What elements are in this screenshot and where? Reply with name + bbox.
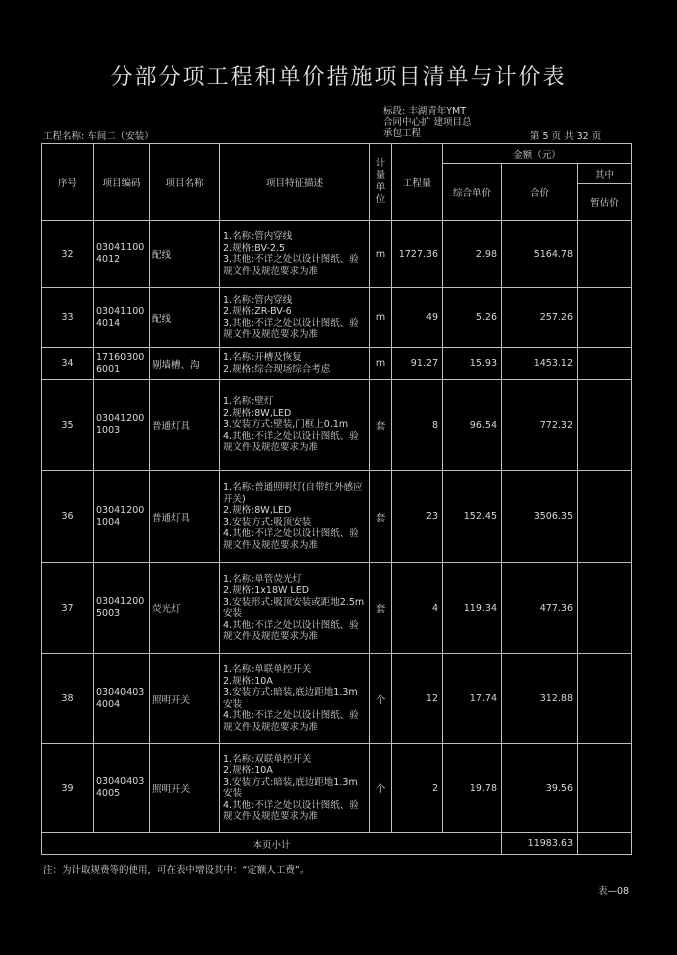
header-amount: 金额（元） [443,144,632,164]
feature-line: 3.其他:不详之处以设计图纸、验规文件及规范要求为准 [223,317,359,340]
row-name: 配线 [150,288,220,348]
row-unit-price: 152.45 [443,471,502,563]
feature-line: 3.安装形式:吸顶安装或距地2.5m安装 [223,596,365,619]
table-row [42,288,632,348]
row-unit: 套 [370,380,392,471]
table-row [42,471,632,563]
feature-line: 2.规格:8W,LED [223,505,292,516]
row-seq: 36 [42,471,94,563]
row-code: 030411004014 [94,288,150,348]
row-features [220,221,370,288]
row-total: 312.88 [502,654,578,744]
header-total: 合价 [502,164,578,221]
table-row [42,563,632,654]
feature-line: 1.名称:单管荧光灯 [223,573,302,585]
page-indicator: 第 5 页 共 32 页 [530,131,602,142]
row-quantity: 12 [392,654,443,744]
row-provisional [578,744,632,833]
feature-line: 1.名称:开槽及恢复 [223,352,302,363]
row-seq: 38 [42,654,94,744]
row-name: 普通灯具 [150,471,220,563]
subtotal-provisional [578,833,632,855]
row-code: 171603006001 [94,348,150,380]
feature-line: 2.规格:BV-2.5 [223,242,285,254]
row-features [220,380,370,471]
row-seq: 33 [42,288,94,348]
feature-line: 1.名称:管内穿线 [223,231,293,242]
header-seq: 序号 [42,144,94,221]
row-total: 5164.78 [502,221,578,288]
feature-line: 4.其他:不详之处以设计图纸、验规文件及规范要求为准 [223,528,359,551]
row-quantity: 8 [392,380,443,471]
row-name: 照明开关 [150,744,220,833]
feature-line: 3.安装方式:吸顶安装 [223,516,312,528]
feature-line: 3.其他:不详之处以设计图纸、验规文件及规范要求为准 [223,254,359,277]
row-name: 剔墙槽、沟 [150,348,220,380]
row-unit-price: 17.74 [443,654,502,744]
table-row [42,221,632,288]
row-unit-price: 19.78 [443,744,502,833]
row-provisional [578,348,632,380]
footnote: 注：为计取规费等的使用，可在表中增设其中：“定额人工费”。 [43,865,310,876]
row-quantity: 1727.36 [392,221,443,288]
annotation-line: 承包工程 [383,128,422,139]
row-code: 030412001004 [94,471,150,563]
row-total: 772.32 [502,380,578,471]
feature-line: 3.安装方式:暗装,底边距地1.3m安装 [223,776,358,799]
row-features [220,471,370,563]
annotation-block [383,106,472,139]
row-unit: 个 [370,654,392,744]
subtotal-label: 本页小计 [42,833,502,855]
row-features [220,348,370,380]
row-seq: 39 [42,744,94,833]
feature-line: 2.规格:8W,LED [223,407,292,419]
table-row [42,654,632,744]
feature-line: 3.安装方式:壁装,门框上0.1m [223,419,349,431]
row-provisional [578,288,632,348]
page-title: 分部分项工程和单价措施项目清单与计价表 [110,65,567,90]
row-name: 照明开关 [150,654,220,744]
header-unit: 计量单位 [370,144,392,221]
row-total: 477.36 [502,563,578,654]
feature-line: 4.其他:不详之处以设计图纸、验规文件及规范要求为准 [223,619,359,642]
row-quantity: 23 [392,471,443,563]
row-code: 030412005003 [94,563,150,654]
row-seq: 32 [42,221,94,288]
row-seq: 34 [42,348,94,380]
row-total: 39.56 [502,744,578,833]
row-seq: 37 [42,563,94,654]
feature-line: 4.其他:不详之处以设计图纸、验规文件及规范要求为准 [223,799,359,822]
row-quantity: 2 [392,744,443,833]
row-unit-price: 15.93 [443,348,502,380]
row-code: 030404034004 [94,654,150,744]
header-of-which: 其中 [578,164,632,184]
feature-line: 3.安装方式:暗装,底边距地1.3m安装 [223,687,358,710]
header-unit-price: 综合单价 [443,164,502,221]
feature-line: 2.规格:ZR-BV-6 [223,306,292,317]
feature-line: 2.规格:1x18W LED [223,585,310,596]
row-unit: m [370,221,392,288]
row-provisional [578,654,632,744]
feature-line: 1.名称:单联单控开关 [223,664,312,675]
feature-line: 1.名称:壁灯 [223,396,274,408]
feature-line: 2.规格:综合现场综合考虑 [223,363,331,375]
row-provisional [578,380,632,471]
form-code: 表—08 [598,886,630,897]
row-code: 030412001003 [94,380,150,471]
row-code: 030411004012 [94,221,150,288]
row-provisional [578,563,632,654]
feature-line: 2.规格:10A [223,675,273,687]
feature-line: 2.规格:10A [223,765,273,776]
feature-line: 1.名称:普通照明灯(自带红外感应开关) [223,482,363,505]
row-quantity: 4 [392,563,443,654]
subtotal-row [42,833,632,855]
pricing-table [41,143,632,855]
row-name: 普通灯具 [150,380,220,471]
row-unit: 套 [370,471,392,563]
row-code: 030404034005 [94,744,150,833]
feature-line: 4.其他:不详之处以设计图纸、验规文件及规范要求为准 [223,430,359,454]
table-row [42,348,632,380]
row-features [220,744,370,833]
row-unit-price: 119.34 [443,563,502,654]
annotation-line: 合同中心扩 建项目总 [383,117,472,128]
row-features [220,654,370,744]
feature-line: 4.其他:不详之处以设计图纸、验规文件及规范要求为准 [223,710,359,733]
row-provisional [578,471,632,563]
row-total: 257.26 [502,288,578,348]
row-unit-price: 2.98 [443,221,502,288]
table-row [42,744,632,833]
row-quantity: 49 [392,288,443,348]
row-name: 荧光灯 [150,563,220,654]
row-unit: m [370,348,392,380]
header-name: 项目名称 [150,144,220,221]
subtotal-total: 11983.63 [502,833,578,855]
row-unit: 套 [370,563,392,654]
row-name: 配线 [150,221,220,288]
row-features [220,288,370,348]
row-quantity: 91.27 [392,348,443,380]
annotation-line: 标段: 丰湖青年YMT [383,106,467,117]
project-name: 工程名称: 车间二（安装） [43,131,154,142]
header-provisional: 暂估价 [578,184,632,221]
header-quantity: 工程量 [392,144,443,221]
row-features [220,563,370,654]
row-provisional [578,221,632,288]
header-code: 项目编码 [94,144,150,221]
row-seq: 35 [42,380,94,471]
row-unit-price: 96.54 [443,380,502,471]
row-total: 1453.12 [502,348,578,380]
row-total: 3506.35 [502,471,578,563]
header-features: 项目特征描述 [220,144,370,221]
row-unit: m [370,288,392,348]
feature-line: 1.名称:管内穿线 [223,294,293,306]
feature-line: 1.名称:双联单控开关 [223,753,312,765]
row-unit-price: 5.26 [443,288,502,348]
row-unit: 个 [370,744,392,833]
table-row [42,380,632,471]
